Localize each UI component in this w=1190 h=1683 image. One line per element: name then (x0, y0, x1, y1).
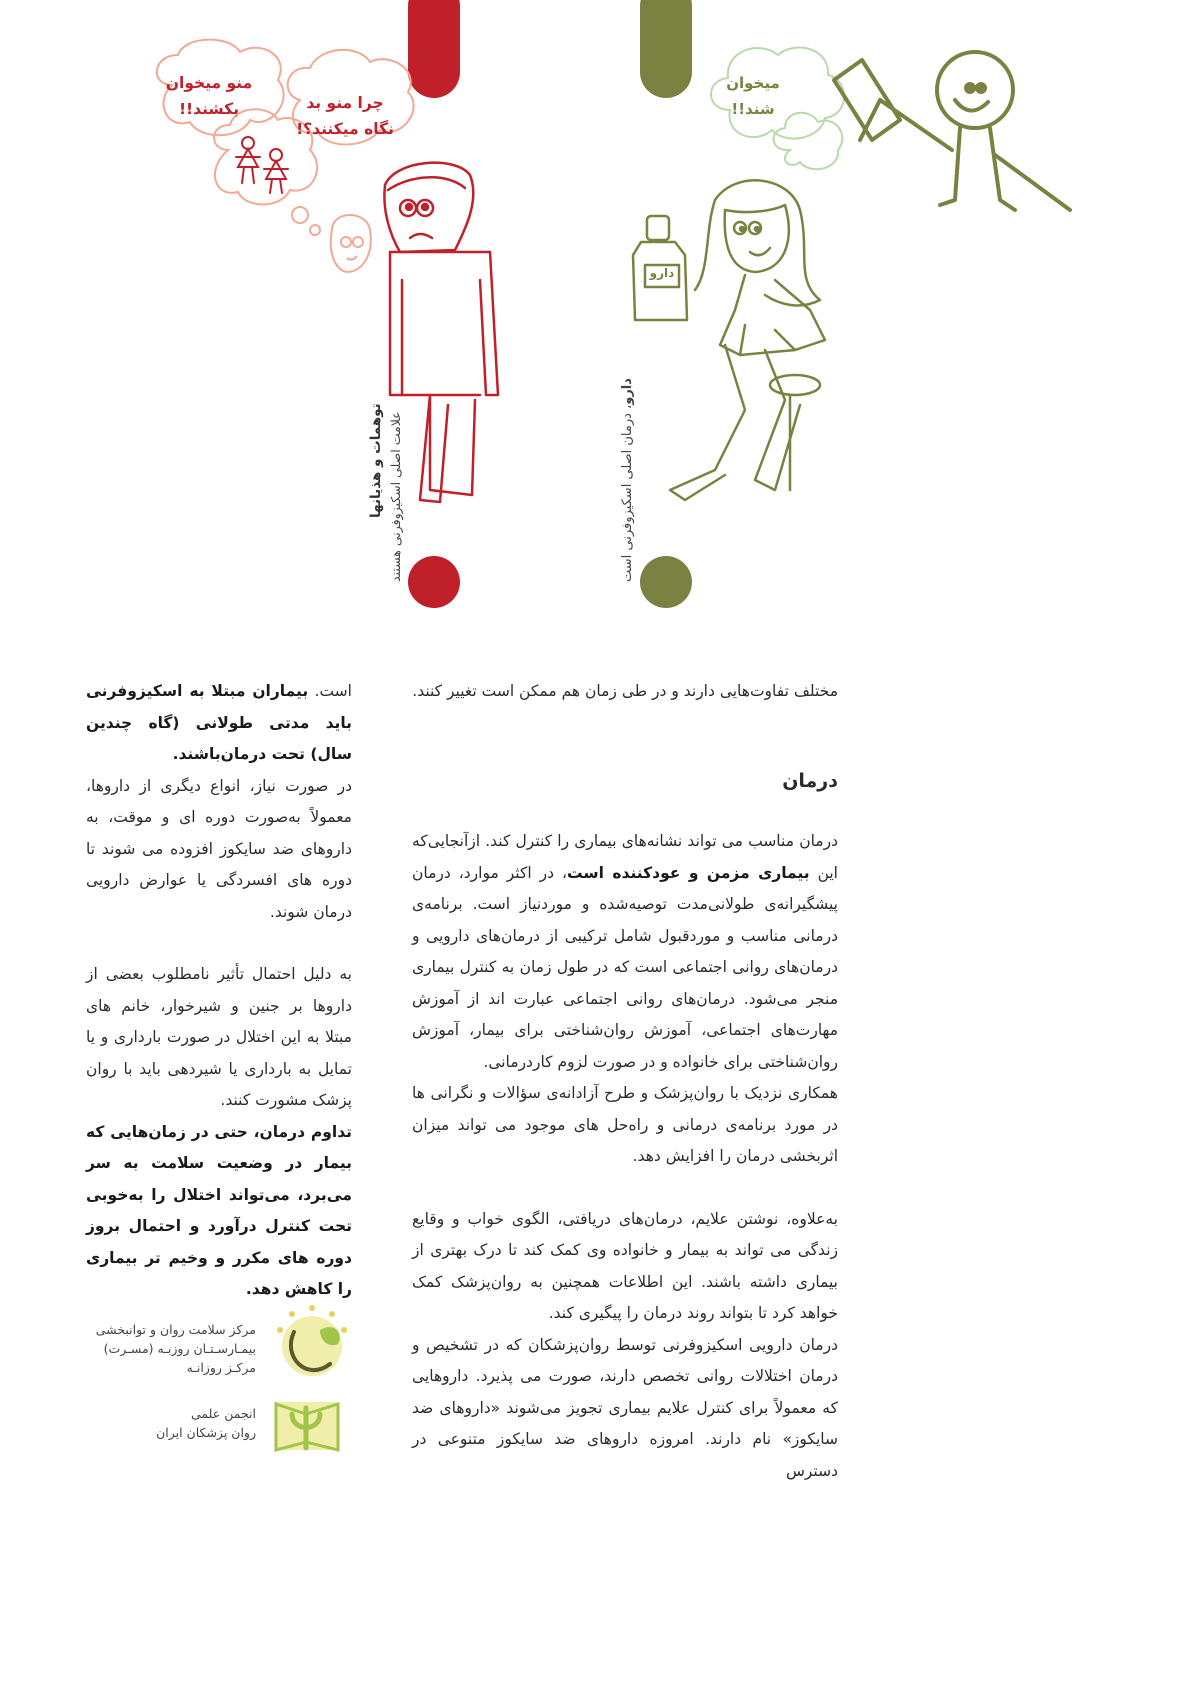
smiley-holding-mop (820, 40, 1060, 270)
logo2-line-2: روان پزشکان ایران (156, 1425, 256, 1440)
olive-vertical-bar (640, 0, 700, 110)
logo1-line-1: مرکز سلامت روان و توانبخشی (95, 1322, 256, 1337)
logo1-text (56, 1320, 256, 1377)
tiny-figures-icon (232, 135, 302, 195)
treatment-paragraph-2: همکاری نزدیک با روان‌پزشک و طرح آزادانه‌ی سؤالات و نگرانی ها در مورد برنامه‌ی درمانی و راه‌حل های موجود می تواند میزان اثربخشی درمان را افزایش دهد. (412, 1084, 838, 1165)
logo1-line-2: بیمـارسـتـان روزبـه (مسـرت) (103, 1341, 256, 1356)
red-bubble-1: منو میخوان بکشند!! (165, 74, 253, 118)
section-heading-treatment: درمان (782, 770, 838, 792)
green-bubble-text: میخوان شند!! (726, 74, 780, 118)
medication-caption-rest: ، درمان اصلی اسکیزوفرنی است (620, 404, 635, 582)
red-bubble-2: چرا منو بد نگاه میکنند؟! (296, 94, 394, 138)
woman-with-bottle (625, 170, 845, 500)
small-face-icon (322, 210, 382, 280)
right-column-body (412, 826, 838, 1487)
treatment-paragraph-1: درمان مناسب می تواند نشانه‌های بیماری را کنترل کند. ازآنجایی‌که این بیماری مزمن و عودکننده است، در اکثر موارد، درمان پیشگیرانه‌ی طولانی‌مدت توصیه‌شده و موردنیاز است. برنامه‌ی درمانی مناسب و موردقبول شامل ترکیبی از درمان‌های دارویی و درمان‌های روانی اجتماعی است که در طول زمان به کنترل بیماری منجر می‌شود. درمان‌های روانی اجتماعی عبارت اند از آموزش مهارت‌های اجتماعی، آموزش روان‌شناختی برای بیمار، آموزش روان‌شناختی برای خانواده و در صورت لزوم کاردرمانی. (412, 832, 838, 1071)
bottle-label: دارو (649, 266, 675, 280)
psychiatric-association-logo (274, 1398, 344, 1458)
roozbeh-hospital-logo (272, 1302, 352, 1382)
olive-dot (640, 556, 700, 616)
logo2-line-1: انجمن علمی (191, 1406, 256, 1421)
medication-caption (620, 378, 635, 582)
left-paragraph-3: به دلیل احتمال تأثیر نامطلوب بعضی از داروها بر جنین و شیرخوار، خانم های مبتلا به این اختلال در صورت بارداری و یا تمایل به بارداری یا شیردهی باید با روان پزشک مشورت کنند. (86, 965, 352, 1109)
left-paragraph-1: است. بیماران مبتلا به اسکیزوفرنی باید مدتی طولانی (گاه چندین سال) تحت درمان‌باشند. (86, 682, 352, 763)
logo1-line-3: مرکـز روزانـه (186, 1360, 256, 1375)
left-column-body (86, 676, 352, 1306)
right-column-intro (412, 676, 838, 708)
hallucinations-caption-sub: علامت اصلی اسکیزوفرنی هستند (388, 411, 403, 582)
left-paragraph-2: در صورت نیاز، انواع دیگری از داروها، معمولاً به‌صورت دوره ای و موقت، به داروهای ضد سایکوز افزوده می شوند تا دوره های افسردگی یا عوارض دارویی درمان شوند. (86, 776, 352, 921)
chronic-disease-emphasis: بیماری مزمن و عودکننده است (566, 863, 810, 882)
treatment-paragraph-4: درمان دارویی اسکیزوفرنی توسط روان‌پزشکان که در تشخیص و درمان اختلالات روانی تخصص دارند، صورت می پذیرد. داروهایی که معمولاً برای کنترل علایم بیماری تجویز می‌شوند «داروهای ضد سایکوز» نام دارند. امروزه داروهای ضد سایکوز متنوعی در دسترس (412, 1335, 838, 1480)
long-treatment-emphasis: بیماران مبتلا به اسکیزوفرنی باید مدتی طولانی (گاه چندین سال) تحت درمان‌باشند. (86, 682, 352, 763)
left-paragraph-4: تداوم درمان، حتی در زمان‌هایی که بیمار در وضعیت سلامت به سر می‌برد، می‌تواند اختلال را به‌خوبی تحت کنترل درآورد و احتمال بروز دوره های مکرر و وخیم تر بیماری را کاهش دهد. (86, 1122, 352, 1298)
logo2-text (56, 1404, 256, 1442)
treatment-paragraph-3: به‌علاوه، نوشتن علایم، درمان‌های دریافتی، الگوی خواب و وقایع زندگی می تواند به بیمار و خانواده وی کمک کند تا درک بهتری از بیماری داشته باشند. این اطلاعات همچنین به روان‌پزشک کمک خواهد کرد تا بتواند روند درمان را پیگیری کند. (412, 1209, 838, 1322)
red-dot (408, 556, 468, 616)
hallucinations-caption-title: توهمات و هذیانها (368, 403, 384, 518)
medication-caption-bold: دارو (620, 378, 635, 405)
intro-paragraph: مختلف تفاوت‌هایی دارند و در طی زمان هم ممکن است تغییر کنند. (412, 682, 838, 700)
